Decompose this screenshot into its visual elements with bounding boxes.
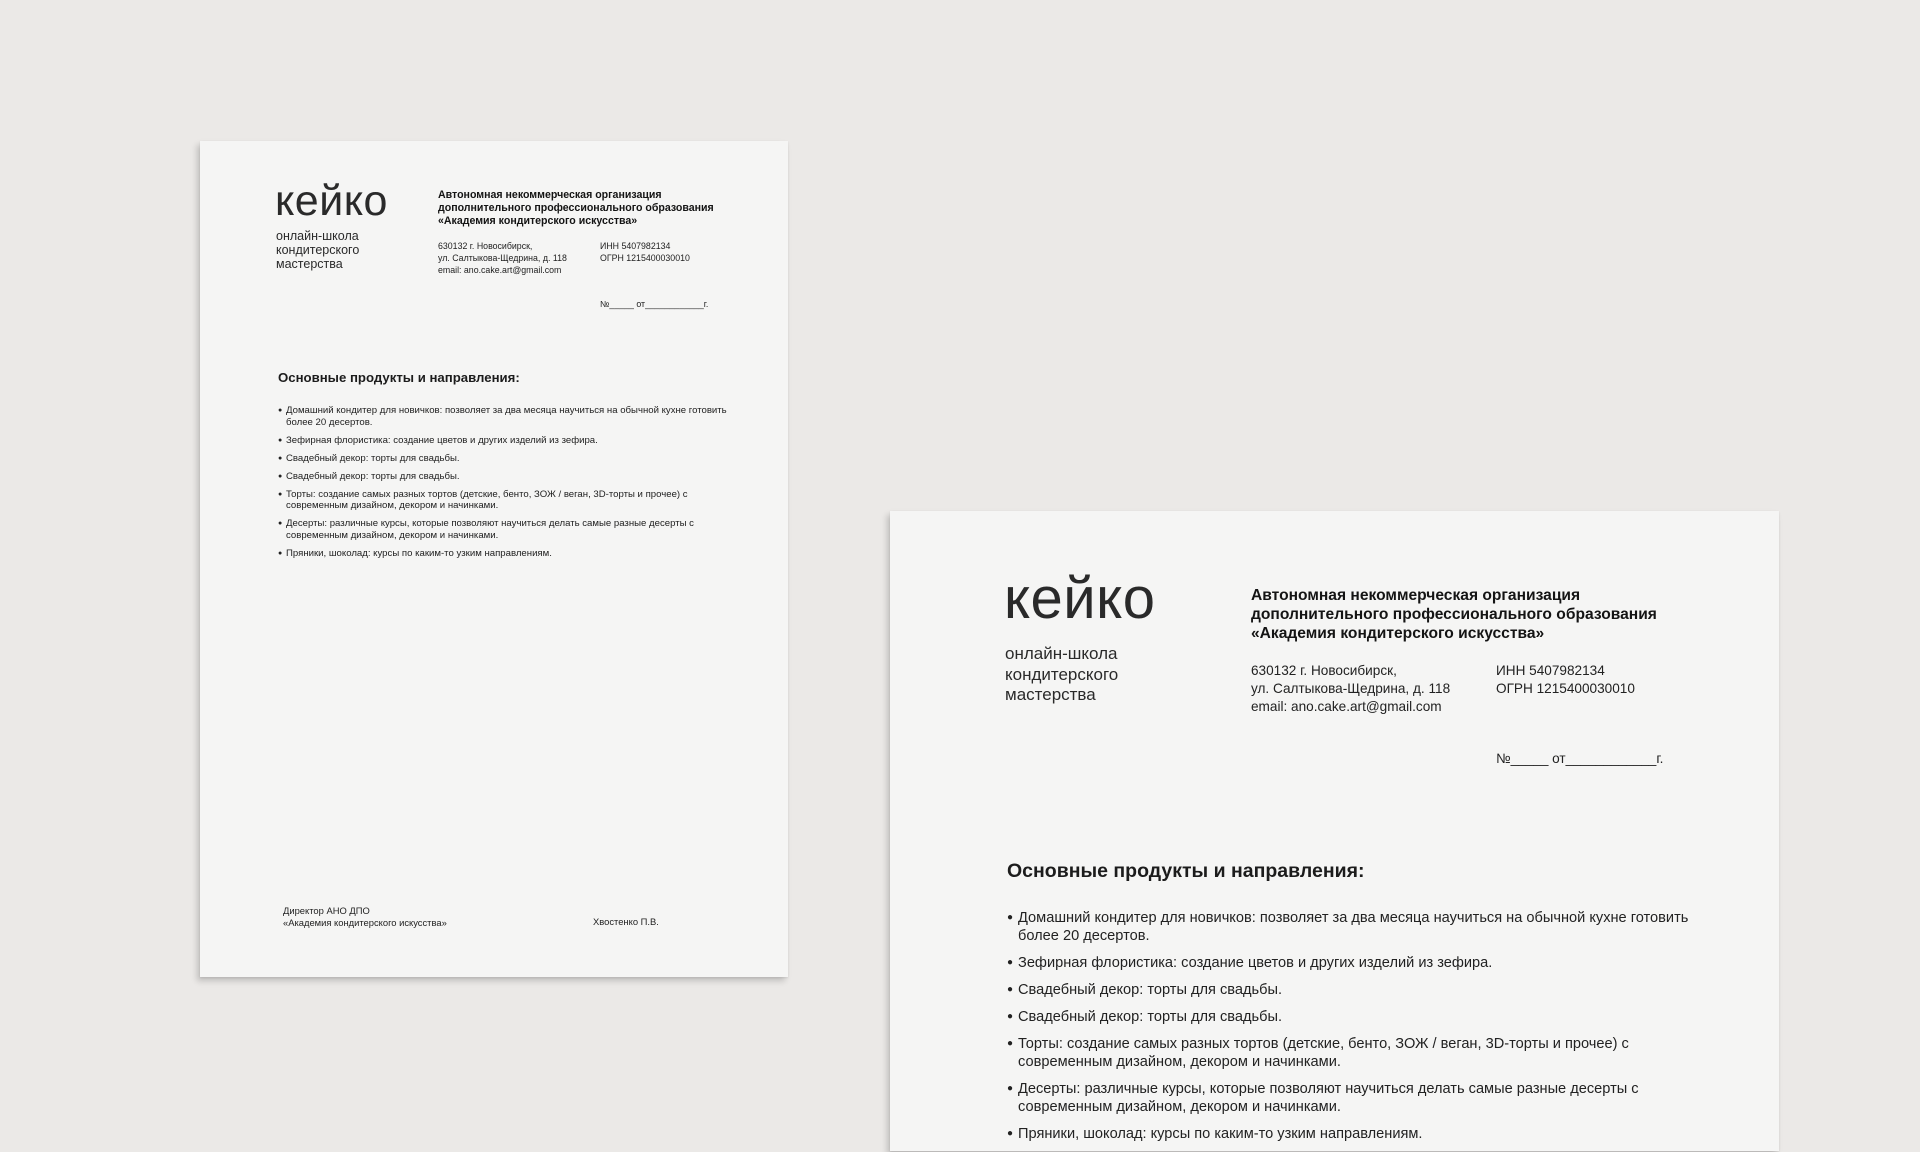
registration-block — [1496, 662, 1635, 698]
organization-name — [438, 189, 714, 228]
address-line: 630132 г. Новосибирск, — [438, 241, 533, 251]
list-item: ● Зефирная флористика: создание цветов и других изделий из зефира. — [278, 435, 738, 447]
brand-tagline — [1005, 644, 1118, 706]
section-heading: Основные продукты и направления: — [278, 370, 520, 385]
list-item: ● Свадебный декор: торты для свадьбы. — [278, 453, 738, 465]
letterhead-sheet-small — [200, 141, 788, 977]
signer-line: «Академия кондитерского искусства» — [283, 916, 447, 928]
tagline-line: онлайн-школа — [1005, 644, 1118, 663]
list-item: ● Десерты: различные курсы, которые позволяют научиться делать самые разные десерты с современным дизайном, декором и начинками. — [1007, 1080, 1707, 1116]
list-item: ● Десерты: различные курсы, которые позволяют научиться делать самые разные десерты с современным дизайном, декором и начинками. — [278, 518, 738, 541]
brand-logo: кейко — [1004, 566, 1156, 631]
org-line: дополнительного профессионального образования — [1251, 606, 1657, 623]
list-item: ● Домашний кондитер для новичков: позволяет за два месяца научиться на обычной кухне готовить более 20 десертов. — [1007, 909, 1707, 945]
products-list — [1007, 909, 1707, 1152]
org-line: «Академия кондитерского искусства» — [438, 215, 638, 227]
ogrn-line: ОГРН 1215400030010 — [600, 253, 690, 263]
document-number-line: №_____ от____________г. — [1496, 751, 1664, 766]
address-block — [438, 240, 567, 276]
brand-logo: кейко — [275, 177, 388, 225]
list-item: ● Торты: создание самых разных тортов (детские, бенто, ЗОЖ / веган, 3D-торты и прочее) с современным дизайном, декором и начинками. — [278, 489, 738, 512]
list-item: ● Свадебный декор: торты для свадьбы. — [1007, 1008, 1707, 1026]
tagline-line: мастерства — [1005, 685, 1096, 704]
address-line: ул. Салтыкова-Щедрина, д. 118 — [1251, 681, 1451, 696]
inn-line: ИНН 5407982134 — [600, 241, 671, 251]
email-line: email: ano.cake.art@gmail.com — [1251, 699, 1442, 714]
list-item: ● Зефирная флористика: создание цветов и других изделий из зефира. — [1007, 954, 1707, 972]
org-line: дополнительного профессионального образования — [438, 202, 714, 214]
ogrn-line: ОГРН 1215400030010 — [1496, 681, 1635, 696]
registration-block — [600, 240, 690, 264]
list-item: ● Пряники, шоколад: курсы по каким-то узким направлениям. — [278, 548, 738, 560]
address-block — [1251, 662, 1450, 716]
brand-tagline — [276, 229, 359, 271]
document-number-line: №_____ от____________г. — [600, 299, 709, 309]
organization-name — [1251, 586, 1657, 643]
email-line: email: ano.cake.art@gmail.com — [438, 265, 562, 275]
section-heading: Основные продукты и направления: — [1007, 860, 1365, 882]
list-item: ● Свадебный декор: торты для свадьбы. — [278, 471, 738, 483]
list-item: ● Домашний кондитер для новичков: позволяет за два месяца научиться на обычной кухне готовить более 20 десертов. — [278, 405, 738, 428]
tagline-line: кондитерского — [1005, 664, 1119, 684]
signer-line: Директор АНО ДПО — [283, 905, 370, 916]
letterhead-sheet-large — [890, 511, 1779, 1151]
list-item: ● Свадебный декор: торты для свадьбы. — [1007, 981, 1707, 999]
address-line: ул. Салтыкова-Щедрина, д. 118 — [438, 253, 567, 263]
org-line: «Академия кондитерского искусства» — [1251, 625, 1545, 642]
products-list — [278, 405, 738, 566]
tagline-line: мастерства — [276, 257, 343, 271]
tagline-line: кондитерского — [276, 243, 360, 257]
signer-name: Хвостенко П.В. — [593, 916, 659, 927]
tagline-line: онлайн-школа — [276, 229, 359, 243]
address-line: 630132 г. Новосибирск, — [1251, 663, 1397, 678]
signer-title — [283, 905, 447, 928]
list-item: ● Торты: создание самых разных тортов (детские, бенто, ЗОЖ / веган, 3D-торты и прочее) с современным дизайном, декором и начинками. — [1007, 1035, 1707, 1071]
list-item: ● Пряники, шоколад: курсы по каким-то узким направлениям. — [1007, 1125, 1707, 1143]
org-line: Автономная некоммерческая организация — [1251, 587, 1581, 604]
inn-line: ИНН 5407982134 — [1496, 663, 1605, 678]
org-line: Автономная некоммерческая организация — [438, 189, 662, 201]
